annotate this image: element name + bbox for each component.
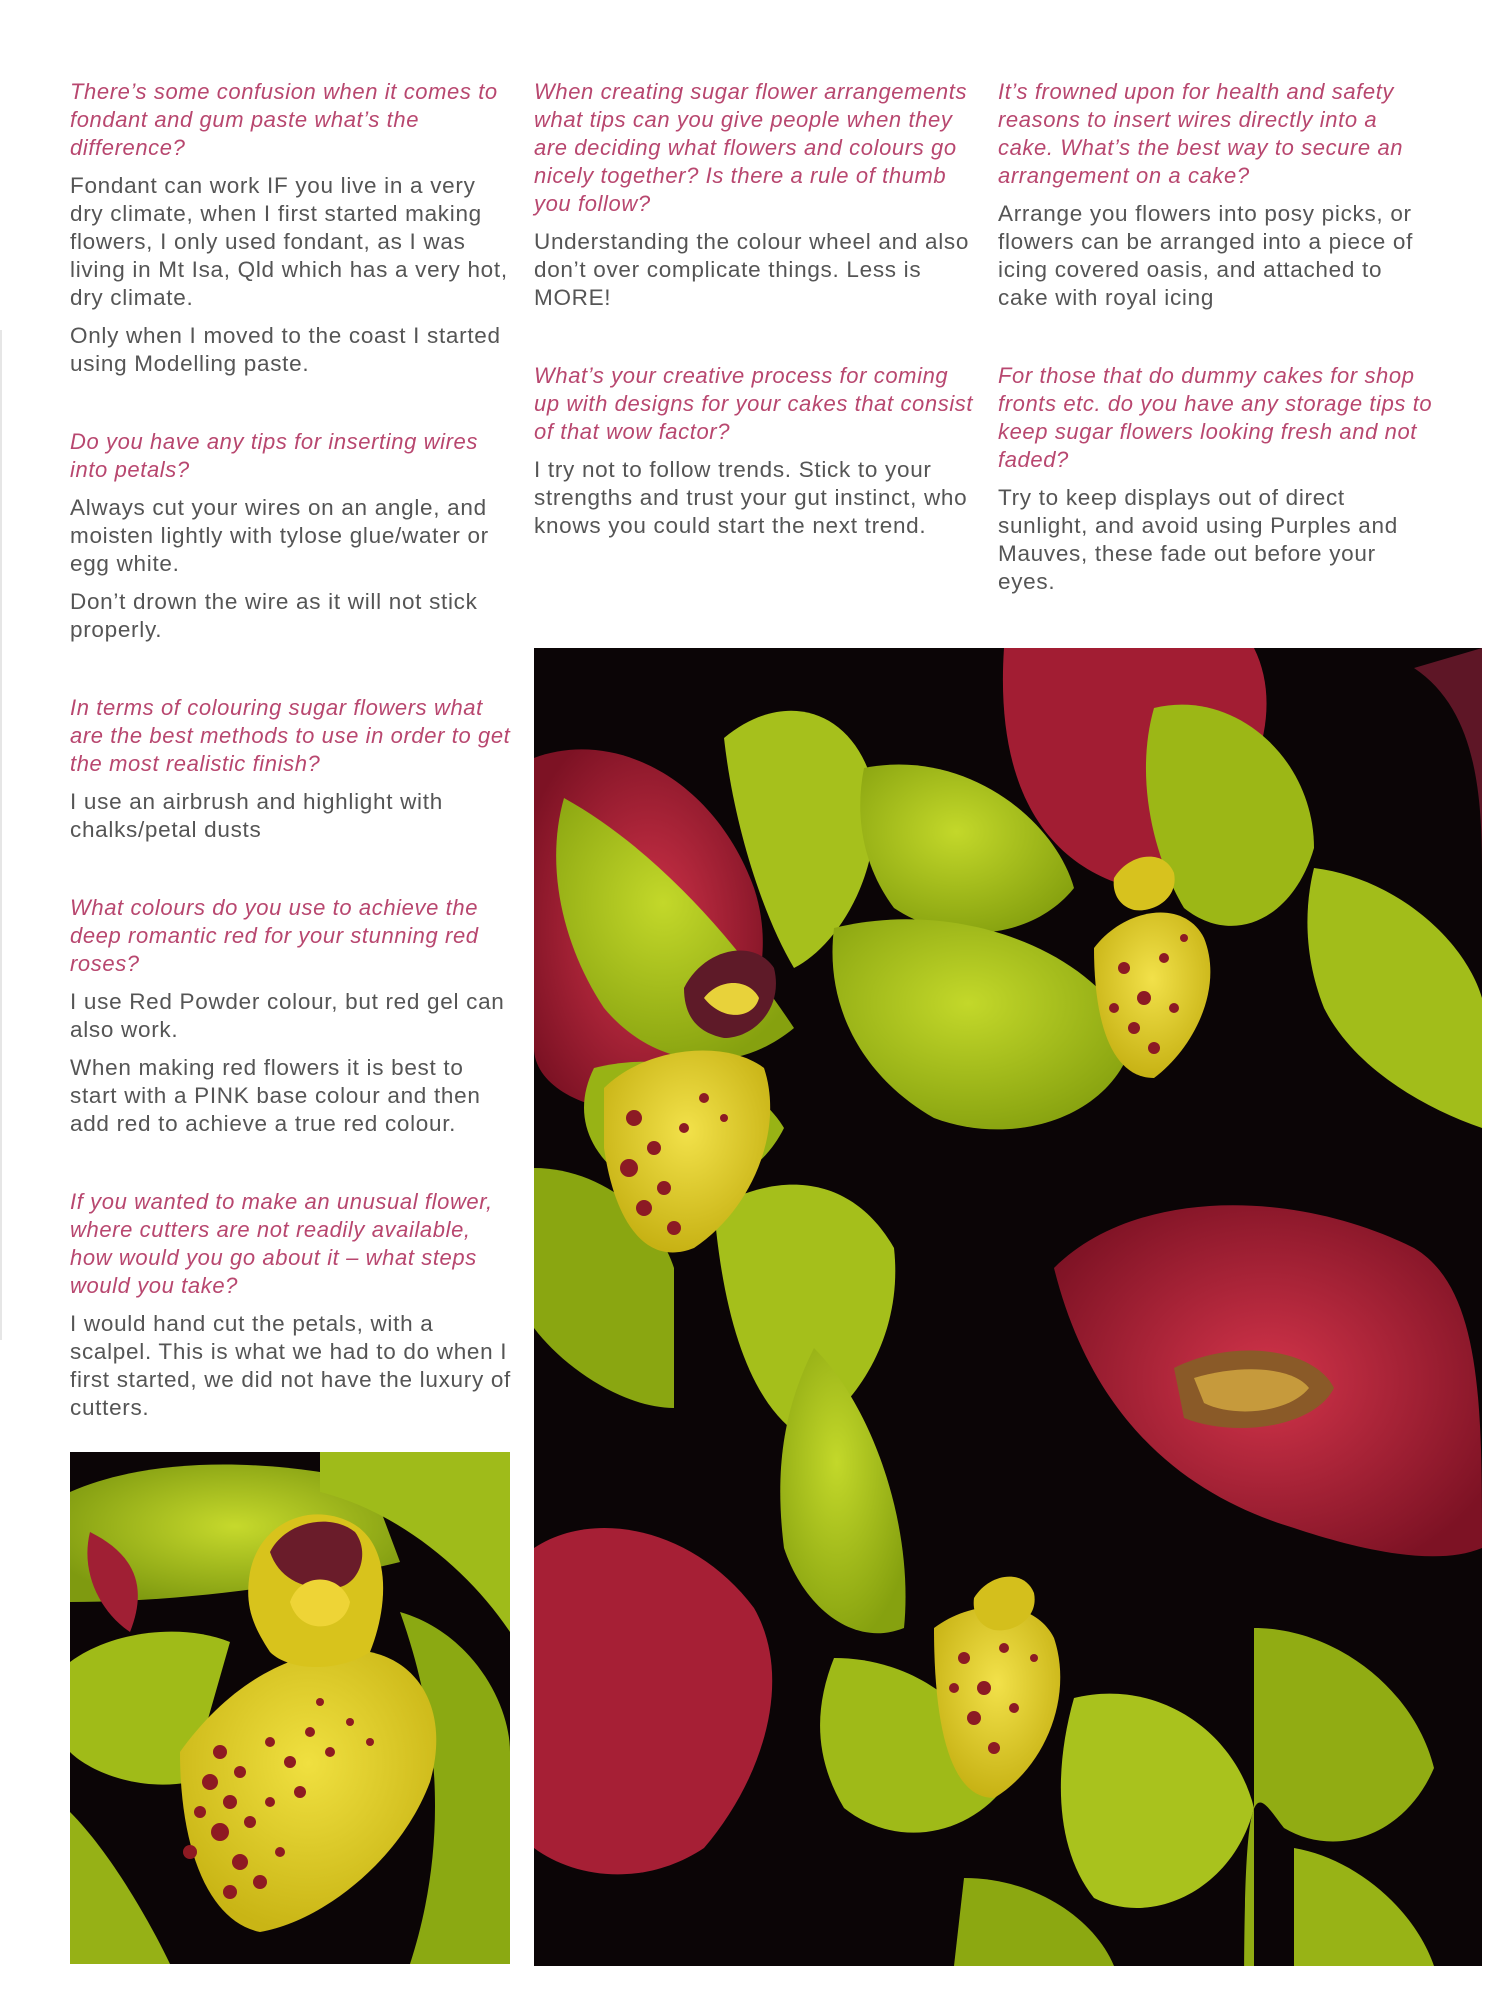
qa-item bbox=[998, 78, 1438, 312]
answer-text: When making red flowers it is best to start with a PINK base colour and then add red to achieve a true red colour. bbox=[70, 1055, 481, 1136]
question-text: There’s some confusion when it comes to fondant and gum paste what’s the difference? bbox=[70, 79, 498, 160]
answer-text: Try to keep displays out of direct sunlight, and avoid using Purples and Mauves, these fade out before your eyes. bbox=[998, 485, 1398, 594]
answer-text: Don’t drown the wire as it will not stick properly. bbox=[70, 589, 478, 642]
column-2 bbox=[534, 78, 974, 550]
question-text: Do you have any tips for inserting wires into petals? bbox=[70, 429, 478, 482]
page-edge-line bbox=[0, 330, 2, 1340]
answer-text: I use Red Powder colour, but red gel can also work. bbox=[70, 989, 505, 1042]
column-3 bbox=[998, 78, 1438, 606]
qa-item bbox=[70, 428, 515, 644]
answer-text: Understanding the colour wheel and also don’t over complicate things. Less is MORE! bbox=[534, 229, 970, 310]
qa-item bbox=[70, 694, 515, 844]
question-text: For those that do dummy cakes for shop fronts etc. do you have any storage tips to keep sugar flowers looking fresh and not faded? bbox=[998, 363, 1433, 472]
question-text: In terms of colouring sugar flowers what are the best methods to use in order to get the most realistic finish? bbox=[70, 695, 511, 776]
question-text: If you wanted to make an unusual flower, where cutters are not readily available, how would you go about it – what steps would you take? bbox=[70, 1189, 493, 1298]
orchid-closeup-photo bbox=[70, 1452, 510, 1964]
answer-text: Fondant can work IF you live in a very dry climate, when I first started making flowers, I only used fondant, as I was living in Mt Isa, Qld which has a very hot, dry climate. bbox=[70, 173, 508, 310]
qa-item bbox=[70, 1188, 515, 1422]
question-text: What’s your creative process for coming up with designs for your cakes that consist of that wow factor? bbox=[534, 363, 974, 444]
qa-item bbox=[534, 362, 974, 540]
question-text: What colours do you use to achieve the deep romantic red for your stunning red roses? bbox=[70, 895, 479, 976]
question-text: When creating sugar flower arrangements what tips can you give people when they are deciding what flowers and colours go nicely together? Is there a rule of thumb you follow? bbox=[534, 79, 968, 216]
qa-item bbox=[70, 894, 515, 1138]
orchid-closeup-illustration bbox=[70, 1452, 510, 1964]
orchid-calla-illustration bbox=[534, 648, 1482, 1966]
orchid-calla-arrangement-photo bbox=[534, 648, 1482, 1966]
answer-text: I use an airbrush and highlight with chalks/petal dusts bbox=[70, 789, 443, 842]
column-1 bbox=[70, 78, 515, 1432]
answer-text: I would hand cut the petals, with a scalpel. This is what we had to do when I first started, we did not have the luxury of cutters. bbox=[70, 1311, 512, 1420]
qa-item bbox=[534, 78, 974, 312]
qa-item bbox=[998, 362, 1438, 596]
qa-item bbox=[70, 78, 515, 378]
answer-text: Only when I moved to the coast I started using Modelling paste. bbox=[70, 323, 501, 376]
answer-text: I try not to follow trends. Stick to your strengths and trust your gut instinct, who knows you could start the next trend. bbox=[534, 457, 968, 538]
question-text: It’s frowned upon for health and safety reasons to insert wires directly into a cake. What’s the best way to secure an arrangement on a cake? bbox=[998, 79, 1404, 188]
answer-text: Arrange you flowers into posy picks, or flowers can be arranged into a piece of icing covered oasis, and attached to cake with royal icing bbox=[998, 201, 1414, 310]
answer-text: Always cut your wires on an angle, and moisten lightly with tylose glue/water or egg white. bbox=[70, 495, 489, 576]
